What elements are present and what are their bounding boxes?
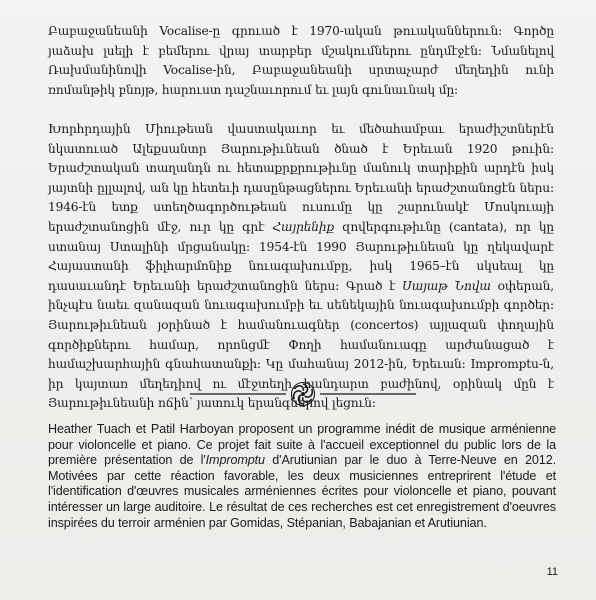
italic-work-title-impromptu: Impromptu bbox=[205, 453, 265, 468]
italic-work-title-sayat-nova: Սայաթ Նովա bbox=[402, 278, 491, 293]
french-paragraph-text-a: Heather Tuach et Patil Harboyan proposent un programme inédit de musique arménienne pour violoncelle et piano. Ce projet fait suite à l'accueil exceptionnel du public lors de la première présentation de l' bbox=[48, 422, 556, 468]
divider-line bbox=[190, 379, 416, 409]
french-paragraph-text-b: d'Arutiunian par le duo à Terre-Neuve en 2012. Motivées par cette réaction favorable, les deux musiciennes entreprirent l'étude et l'identification d'œuvres musicales arméniennes écrites pour violoncelle et piano, pouvant intéresser un large auditoire. Le résultat de ces recherches est cet enregistrement d'oeuvres inspirées du terroir arménien par Gomidas, Stépanian, Babajanian et Arutiunian. bbox=[48, 453, 557, 530]
section-divider bbox=[190, 379, 416, 409]
armenian-paragraph-babajanian bbox=[48, 22, 554, 100]
armenian-eternity-sign-icon bbox=[292, 383, 315, 406]
armenian-paragraph-2-text-a: Խորհրդային Միութեան վաստակաւոր եւ մեծահամբաւ երաժիշտներէն նկատուած Ալեքսանտր Յարութիւնեան ծնած է Երեւան 1920 թուին։ Երաժշտական տաղանդն ու հետաքրքրութիւնը մանուկ տարիքին արդէն իսկ յայտնի ըլլալով, ան կը հետեւի դասընթացներու Երեւանի երաժշտանոցէն ներս։ 1946-էն ետք ստեղծագործութեան ուսումը կը շարունակէ Մոսկուայի երաժշտանոցին մէջ, ուր կը գրէ bbox=[48, 122, 554, 234]
french-paragraph bbox=[48, 422, 556, 531]
armenian-paragraph-1-text: Բաբաջանեանի Vocalise-ը գրուած է 1970-ական թուականներուն։ Գործը յաձախ լսելի է բեմերու վրայ տարբեր մշակումներու ընդմէջէն։ Նմանելով Ռախմանինովի Vocalise-ին, Բաբաջանեանի սրտաչարժ մեղեդին ունի ռոմանթիկ բնոյթ, հարուստ դաշնաւորում եւ լայն գունաւնակ մը։ bbox=[48, 24, 554, 97]
italic-work-title-hayrenik: Հայրենիք bbox=[272, 219, 335, 234]
armenian-paragraph-2-text-b: զովերգութիւնը (cantata), որ կը ստանայ Ստալինի մրցանակը։ 1954-էն 1990 Յարութիւնեան կը ղեկավարէ Հայաստանի ֆիլհարմոնիք նուագախումբը, իսկ 1965–էն սկսեալ կը դասաւանդէ Երեւանի երաժշտանոցին ներս։ Գրած է bbox=[48, 219, 554, 293]
armenian-paragraph-arutiunian bbox=[48, 120, 554, 414]
page-number: 11 bbox=[546, 566, 558, 578]
armenian-paragraph-2-text-c: օփերան, ինչպէս նաեւ զանազան նուագախումբի եւ սենեկային նուագախումբի գործեր։ Յարութիւնեան յօրինած է համանուագներ (concertos) այլազան փողային գործիքներու համար, որոնցմէ Փողի համանուագը արժանացած է համաշխարհային գնահատանքի։ Կը մահանայ 2012-ին, Երեւան։ Impromptu-ն, իր կայտառ մեղեդիով ու մէջտեղի հանդարտ բաժինով, օրինակ մըն է Յարութիւնեանի ոճին՝ յատուկ երանգներով լեցուն։ bbox=[48, 278, 554, 411]
